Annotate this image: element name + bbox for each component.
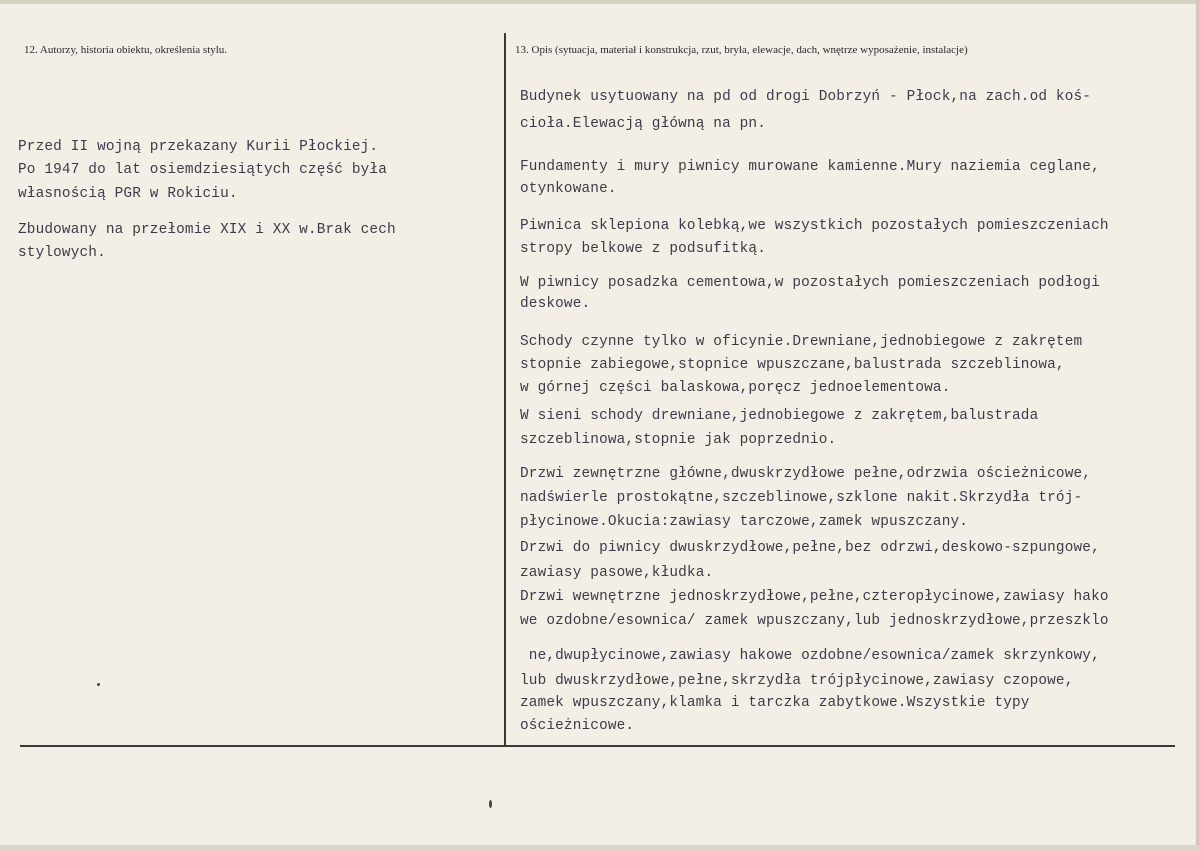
bottom-rule — [20, 745, 1175, 747]
right-line: Drzwi zewnętrzne główne,dwuskrzydłowe pełne,odrzwia ościeżnicowe, — [520, 466, 1092, 482]
left-line: Przed II wojną przekazany Kurii Płockiej. — [18, 139, 379, 155]
right-line: lub dwuskrzydłowe,pełne,skrzydła trójpłycinowe,zawiasy czopowe, — [520, 673, 1074, 689]
scan-speck — [97, 683, 100, 686]
left-line: własnością PGR w Rokiciu. — [18, 186, 238, 202]
right-line: stopnie zabiegowe,stopnice wpuszczane,balustrada szczeblinowa, — [520, 357, 1065, 373]
section-13-header: 13. Opis (sytuacja, materiał i konstrukcja, rzut, bryła, elewacje, dach, wnętrze wyposażenie, instalacje) — [515, 44, 968, 56]
right-line: stropy belkowe z podsufitką. — [520, 241, 767, 257]
right-line: Drzwi wewnętrzne jednoskrzydłowe,pełne,czteropłycinowe,zawiasy hako — [520, 589, 1109, 605]
right-line: ne,dwupłycinowe,zawiasy hakowe ozdobne/esownica/zamek skrzynkowy, — [520, 648, 1100, 664]
right-line: zamek wpuszczany,klamka i tarczka zabytkowe.Wszystkie typy — [520, 695, 1030, 711]
right-line: we ozdobne/esownica/ zamek wpuszczany,lub jednoskrzydłowe,przeszklo — [520, 613, 1109, 629]
scan-edge-bottom — [0, 845, 1199, 851]
right-line: szczeblinowa,stopnie jak poprzednio. — [520, 432, 837, 448]
right-line: W sieni schody drewniane,jednobiegowe z zakrętem,balustrada — [520, 408, 1039, 424]
right-line: otynkowane. — [520, 181, 617, 197]
right-line: Fundamenty i mury piwnicy murowane kamienne.Mury naziemia ceglane, — [520, 159, 1100, 175]
right-line: płycinowe.Okucia:zawiasy tarczowe,zamek wpuszczany. — [520, 514, 969, 530]
right-line: nadświerle prostokątne,szczeblinowe,szklone nakit.Skrzydła trój- — [520, 490, 1083, 506]
right-line: Budynek usytuowany na pd od drogi Dobrzyń - Płock,na zach.od koś- — [520, 89, 1092, 105]
left-line: Zbudowany na przełomie XIX i XX w.Brak cech — [18, 222, 396, 238]
scan-speck — [489, 800, 492, 808]
right-line: deskowe. — [520, 296, 591, 312]
right-line: cioła.Elewacją główną na pn. — [520, 116, 767, 132]
right-line: zawiasy pasowe,kłudka. — [520, 565, 714, 581]
left-line: stylowych. — [18, 245, 106, 261]
right-line: w górnej części balaskowa,poręcz jednoelementowa. — [520, 380, 951, 396]
right-line: Schody czynne tylko w oficynie.Drewniane,jednobiegowe z zakrętem — [520, 334, 1083, 350]
section-12-header: 12. Autorzy, historia obiektu, określenia stylu. — [24, 44, 228, 56]
right-line: W piwnicy posadzka cementowa,w pozostałych pomieszczeniach podłogi — [520, 275, 1100, 291]
column-divider — [504, 33, 506, 745]
right-line: Drzwi do piwnicy dwuskrzydłowe,pełne,bez odrzwi,deskowo-szpungowe, — [520, 540, 1100, 556]
right-line: ościeżnicowe. — [520, 718, 635, 734]
right-line: Piwnica sklepiona kolebką,we wszystkich pozostałych pomieszczeniach — [520, 218, 1109, 234]
left-line: Po 1947 do lat osiemdziesiątych część była — [18, 162, 388, 178]
scan-edge-top — [0, 0, 1199, 4]
